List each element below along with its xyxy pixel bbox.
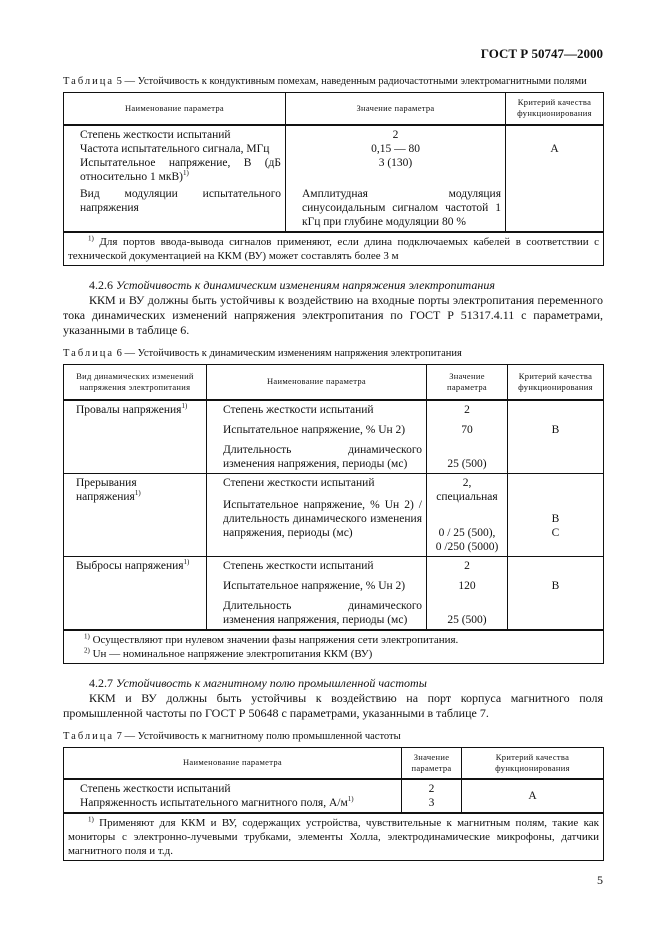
section-4-2-7: 4.2.7 Устойчивость к магнитному полю промышленной частоты ККМ и ВУ должны быть устойчивы к воздействию на порт корпуса магнитного поля промышленной частоты по ГОСТ Р 50648 с параметрами, указанными в таблице 7.: [63, 676, 603, 720]
table6-header: Значение параметра: [427, 364, 508, 400]
table6-type: Провалы напряжения$^{1)}$: [64, 400, 207, 474]
table6-criterion: В: [508, 557, 604, 631]
table6-row: Провалы напряжения$^{1)}$ Степень жесткости испытаний Испытательное напряжение, % Uн 2) Длительность динамического изменения напряжения, периоды (мс) 2 70 25 (500) В: [64, 400, 604, 474]
table7-criterion: А: [462, 779, 604, 813]
table5-value: 2: [392, 128, 399, 141]
section-text: ККМ и ВУ должны быть устойчивы к воздействию на порт корпуса магнитного поля промышленной частоты по ГОСТ Р 50648 с параметрами, указанными в таблице 7.: [63, 691, 603, 720]
table7-value: 3: [428, 796, 435, 809]
table6-header: Критерий качества функционирования: [508, 364, 604, 400]
table7-param: Степень жесткости испытаний: [80, 782, 231, 795]
document-header: ГОСТ Р 50747—2000: [480, 46, 603, 61]
table7-header: Наименование параметра: [64, 748, 402, 779]
table7-param: Напряженность испытательного магнитного поля, $А/м^{1)}$: [80, 794, 354, 809]
table6-row: Прерывания напряжения$^{1)}$ Степени жесткости испытаний Испытательное напряжение, % Uн 2) / длительность динамического изменения напряжения, периоды (мс) 2, специальная 0 / 25 (500), 0 /250 (5000) В С: [64, 474, 604, 557]
table7-value: 2: [428, 782, 435, 795]
table6-footnotes: $^{1)}$ Осуществляют при нулевом значении фазы напряжения сети электропитания. $^{2)}$ Uн — номинальное напряжение электропитания ККМ (ВУ): [64, 630, 604, 664]
section-title: Устойчивость к динамическим изменениям напряжения электропитания: [116, 277, 495, 292]
table5-value: Амплитудная модуляция синусоидальным сигналом частотой 1 кГц при глубине модуляции 80 %: [302, 187, 501, 228]
table5-value: 3 (130): [378, 156, 413, 169]
table6-type: Прерывания напряжения$^{1)}$: [64, 474, 207, 557]
table5-header: Значение параметра: [286, 93, 506, 125]
table5-param: Частота испытательного сигнала, МГц: [80, 142, 270, 155]
table5-criterion: А: [506, 125, 604, 232]
section-4-2-6: 4.2.6 Устойчивость к динамическим изменениям напряжения электропитания ККМ и ВУ должны быть устойчивы к воздействию на входные порты электропитания переменного тока динамических изменений напряжения электропитания по ГОСТ Р 51317.4.11 с параметрами, указанными в таблице 6.: [63, 277, 603, 337]
table5-param: Степень жесткости испытаний: [80, 128, 231, 141]
table7-header: Значение параметра: [402, 748, 462, 779]
table7-header: Критерий качества функционирования: [462, 748, 604, 779]
table6-caption: Таблица 6 — Устойчивость к динамическим изменениям напряжения электропитания: [63, 347, 462, 359]
table6: [63, 364, 604, 665]
section-text: ККМ и ВУ должны быть устойчивы к воздействию на входные порты электропитания переменного тока динамических изменений напряжения электропитания по ГОСТ Р 51317.4.11 с параметрами, указанными в таблице 6.: [63, 292, 603, 337]
table5-header: Критерий качества функционирования: [506, 93, 604, 125]
section-title: Устойчивость к магнитному полю промышленной частоты: [116, 676, 427, 690]
table6-header: Наименование параметра: [207, 364, 427, 400]
table5-param: Испытательное напряжение, В (дБ относительно 1 мкВ)$^{1)}$: [80, 156, 281, 183]
table7-footnote: $^{1)}$ Применяют для ККМ и ВУ, содержащих устройства, чувствительные к магнитным полям, такие как мониторы с электронно-лучевыми трубками, элементы Холла, электродинамические микрофоны, датчики магнитного поля и т.д.: [64, 813, 604, 861]
table5-param: Вид модуляции испытательного напряжения: [80, 187, 281, 214]
table7-caption: Таблица 7 — Устойчивость к магнитному полю промышленной частоты: [63, 731, 401, 742]
table5-footnote: $^{1)}$ Для портов ввода-вывода сигналов применяют, если длина подключаемых кабелей в соответствии с технической документацией на ККМ (ВУ) может составлять более 3 м: [64, 232, 604, 266]
table6-criterion: В: [508, 400, 604, 474]
table5-header: Наименование параметра: [64, 93, 286, 125]
table5-caption: Таблица 5 — Устойчивость к кондуктивным помехам, наведенным радиочастотными электромагнитными полями: [63, 76, 587, 87]
table6-type: Выбросы напряжения$^{1)}$: [64, 557, 207, 631]
table5: [63, 92, 604, 266]
table6-criterion: В С: [508, 474, 604, 557]
page-number: 5: [597, 872, 603, 887]
table5-value: 0,15 — 80: [371, 142, 420, 155]
table6-header: Вид динамических изменений напряжения электропитания: [64, 364, 207, 400]
table6-row: Выбросы напряжения$^{1)}$ Степень жесткости испытаний Испытательное напряжение, % Uн 2) Длительность динамического изменения напряжения, периоды (мс) 2 120 25 (500) В: [64, 557, 604, 631]
table7: [63, 747, 604, 861]
